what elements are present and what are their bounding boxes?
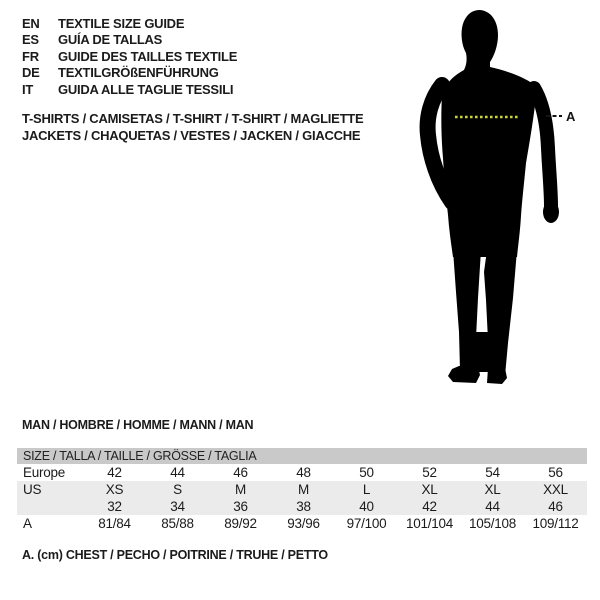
size-cell: 32 [107,499,122,514]
table-row [17,481,587,498]
language-title: TEXTILGRÖßENFÜHRUNG [58,65,219,81]
table-row [17,498,587,515]
silhouette-back-foot [487,368,507,384]
language-title: GUÍA DE TALLAS [58,32,163,48]
size-cell: 46 [548,499,563,514]
row-label: Europe [23,465,66,480]
size-cell: 36 [233,499,248,514]
size-cell: 54 [485,465,500,480]
table-row [17,515,587,532]
table-row [17,464,587,481]
size-cell: 109/112 [532,516,579,531]
language-title: TEXTILE SIZE GUIDE [58,15,185,31]
size-cell: 34 [170,499,185,514]
language-code: EN [22,15,40,31]
section-title-man: MAN / HOMBRE / HOMME / MANN / MAN [22,418,254,432]
size-cell: 38 [296,499,311,514]
silhouette-right-hand [543,201,559,223]
size-cell: 97/100 [346,516,387,531]
row-label: A [23,516,32,531]
language-list [22,15,237,98]
size-cell: 105/108 [468,516,517,531]
language-title: GUIDE DES TAILLES TEXTILE [58,48,238,64]
language-code: FR [22,48,39,64]
language-row [22,48,237,65]
language-row [22,65,237,82]
size-table-header-row [17,448,587,464]
size-cell: 93/96 [287,516,320,531]
size-cell: 50 [359,465,374,480]
size-cell: M [298,482,309,497]
silhouette-front-foot [448,366,480,383]
language-row [22,81,237,98]
language-code: ES [22,32,39,48]
man-silhouette [428,10,559,384]
row-label [17,498,83,515]
size-table-header: SIZE / TALLA / TAILLE / GRÖSSE / TAGLIA [17,448,587,464]
language-code: IT [22,81,34,97]
size-cell: S [173,482,182,497]
size-cell: 40 [359,499,374,514]
silhouette-head-torso [441,10,537,257]
size-cell: 42 [422,499,437,514]
language-row [22,32,237,49]
size-cell: 44 [485,499,500,514]
size-cell: 52 [422,465,437,480]
size-cell: XS [105,482,124,497]
size-cell: XL [421,482,438,497]
size-table [17,448,587,532]
size-cell: XXL [543,482,568,497]
size-cell: 48 [296,465,311,480]
size-cell: 44 [170,465,185,480]
silhouette-right-arm [534,88,551,206]
size-cell: M [235,482,246,497]
man-silhouette-figure [390,0,600,400]
size-cell: 85/88 [161,516,194,531]
language-code: DE [22,65,40,81]
size-cell: XL [484,482,501,497]
category-jackets: JACKETS / CHAQUETAS / VESTES / JACKEN / GIACCHE [22,128,361,143]
row-label: US [23,482,42,497]
size-cell: 42 [107,465,122,480]
measure-label-a: A [566,109,576,124]
size-table-body [17,464,587,532]
size-cell: 46 [233,465,248,480]
measure-legend-footnote: A. (cm) CHEST / PECHO / POITRINE / TRUHE / PETTO [22,548,328,562]
size-cell: 81/84 [98,516,131,531]
language-title: GUIDA ALLE TAGLIE TESSILI [58,81,234,97]
category-list [22,110,363,144]
size-cell: 56 [548,465,563,480]
language-row [22,15,237,32]
size-cell: L [362,482,371,497]
size-cell: 101/104 [405,516,454,531]
size-cell: 89/92 [224,516,257,531]
category-tshirts: T-SHIRTS / CAMISETAS / T-SHIRT / T-SHIRT / MAGLIETTE [22,111,364,126]
